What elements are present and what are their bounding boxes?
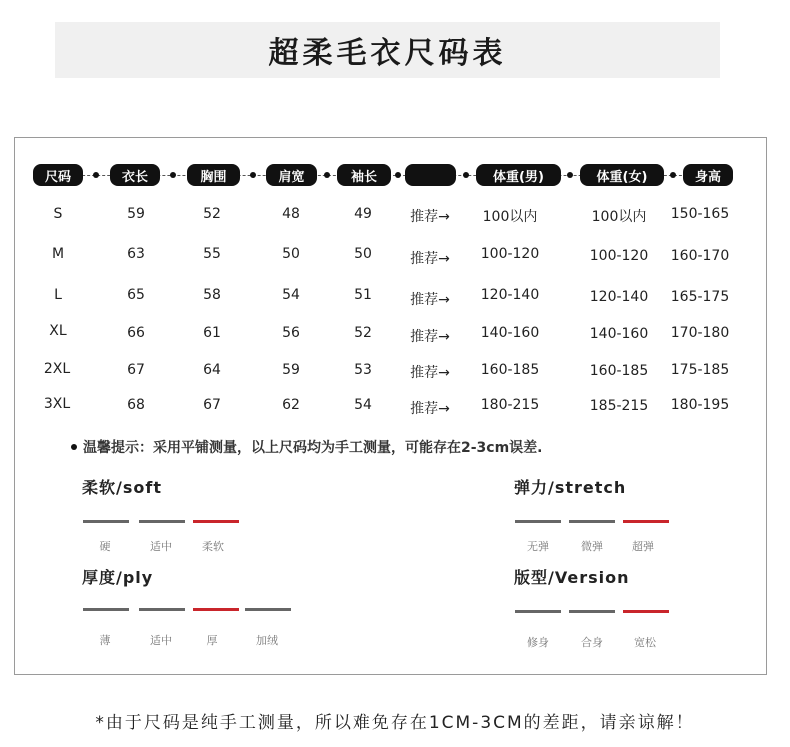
connector-dot	[395, 172, 401, 178]
cell-weight-female: 185-215	[589, 398, 649, 414]
cell-shoulder: 54	[282, 287, 300, 303]
cell-length: 63	[127, 246, 145, 262]
stretch-label: 弹力/stretch	[514, 478, 627, 497]
header-shoulder: 肩宽	[266, 164, 317, 186]
cell-chest: 61	[203, 325, 221, 341]
cell-height: 170-180	[670, 325, 730, 341]
fit-bar-slim	[515, 610, 561, 613]
cell-size: 3XL	[43, 396, 71, 412]
stretch-bar-none	[515, 520, 561, 523]
thickness-option-selected: 厚	[206, 634, 218, 647]
connector-dot	[463, 172, 469, 178]
cell-chest: 58	[203, 287, 221, 303]
cell-recommend: 推荐→	[410, 329, 450, 345]
connector-dot	[93, 172, 99, 178]
stretch-bar-slight	[569, 520, 615, 523]
fit-option: 合身	[581, 636, 603, 649]
fit-bar-regular	[569, 610, 615, 613]
bullet-icon	[71, 444, 77, 450]
header-blank	[405, 164, 456, 186]
cell-weight-male: 120-140	[480, 287, 540, 303]
title-banner	[55, 22, 720, 78]
cell-height: 160-170	[670, 248, 730, 264]
page-title: 超柔毛衣尺码表	[268, 36, 507, 71]
cell-recommend: 推荐→	[410, 401, 450, 417]
softness-bar-hard	[83, 520, 129, 523]
cell-height: 180-195	[670, 397, 730, 413]
cell-weight-female: 120-140	[589, 289, 649, 305]
thickness-option: 薄	[99, 634, 111, 647]
note-text: 温馨提示：采用平铺测量，以上尺码均为手工测量，可能存在2-3cm误差.	[83, 440, 543, 456]
header-size: 尺码	[33, 164, 83, 186]
cell-length: 67	[127, 362, 145, 378]
cell-weight-male: 180-215	[480, 397, 540, 413]
stretch-bar-super-selected	[623, 520, 669, 523]
cell-sleeve: 49	[354, 206, 372, 222]
cell-sleeve: 52	[354, 325, 372, 341]
cell-length: 68	[127, 397, 145, 413]
cell-chest: 67	[203, 397, 221, 413]
fit-option: 修身	[527, 636, 549, 649]
thickness-bar-fleece	[245, 608, 291, 611]
cell-shoulder: 56	[282, 325, 300, 341]
softness-bar-soft-selected	[193, 520, 239, 523]
cell-recommend: 推荐→	[410, 209, 450, 225]
cell-weight-male: 140-160	[480, 325, 540, 341]
header-sleeve: 袖长	[337, 164, 391, 186]
cell-chest: 55	[203, 246, 221, 262]
fit-bar-loose-selected	[623, 610, 669, 613]
connector-dot	[170, 172, 176, 178]
cell-height: 165-175	[670, 289, 730, 305]
cell-recommend: 推荐→	[410, 292, 450, 308]
cell-size: 2XL	[43, 361, 71, 377]
cell-height: 175-185	[670, 362, 730, 378]
stretch-option: 无弹	[527, 540, 549, 553]
cell-shoulder: 50	[282, 246, 300, 262]
cell-sleeve: 53	[354, 362, 372, 378]
cell-weight-female: 100-120	[589, 248, 649, 264]
cell-weight-female: 100以内	[591, 209, 647, 225]
cell-size: S	[53, 206, 63, 222]
cell-chest: 52	[203, 206, 221, 222]
cell-size: M	[51, 246, 65, 262]
cell-length: 59	[127, 206, 145, 222]
cell-shoulder: 48	[282, 206, 300, 222]
softness-option-selected: 柔软	[202, 540, 224, 553]
cell-sleeve: 51	[354, 287, 372, 303]
cell-length: 66	[127, 325, 145, 341]
thickness-bar-medium	[139, 608, 185, 611]
cell-chest: 64	[203, 362, 221, 378]
header-length: 衣长	[110, 164, 160, 186]
thickness-label: 厚度/ply	[82, 568, 154, 587]
cell-weight-male: 100-120	[480, 246, 540, 262]
thickness-bar-thin	[83, 608, 129, 611]
connector-dot	[567, 172, 573, 178]
cell-height: 150-165	[670, 206, 730, 222]
stretch-option-selected: 超弹	[632, 540, 654, 553]
softness-bar-medium	[139, 520, 185, 523]
connector-dot	[324, 172, 330, 178]
softness-label: 柔软/soft	[82, 478, 162, 497]
thickness-bar-thick-selected	[193, 608, 239, 611]
cell-length: 65	[127, 287, 145, 303]
cell-shoulder: 62	[282, 397, 300, 413]
cell-weight-male: 160-185	[480, 362, 540, 378]
footer-disclaimer: *由于尺码是纯手工测量，所以难免存在1CM-3CM的差距，请亲谅解！	[95, 713, 695, 733]
cell-shoulder: 59	[282, 362, 300, 378]
cell-size: XL	[49, 323, 67, 339]
connector-dot	[670, 172, 676, 178]
fit-label: 版型/Version	[514, 568, 630, 587]
thickness-option: 适中	[150, 634, 172, 647]
cell-recommend: 推荐→	[410, 251, 450, 267]
softness-option: 硬	[99, 540, 111, 553]
cell-weight-female: 160-185	[589, 363, 649, 379]
header-chest: 胸围	[187, 164, 240, 186]
cell-weight-male: 100以内	[482, 209, 538, 225]
header-weight-male: 体重(男)	[476, 164, 561, 186]
cell-size: L	[54, 287, 62, 303]
header-weight-female: 体重(女)	[580, 164, 664, 186]
cell-recommend: 推荐→	[410, 365, 450, 381]
cell-sleeve: 50	[354, 246, 372, 262]
measurement-note	[71, 437, 543, 457]
cell-sleeve: 54	[354, 397, 372, 413]
connector-dot	[250, 172, 256, 178]
fit-option-selected: 宽松	[634, 636, 656, 649]
stretch-option: 微弹	[581, 540, 603, 553]
header-height: 身高	[683, 164, 733, 186]
cell-weight-female: 140-160	[589, 326, 649, 342]
thickness-option: 加绒	[256, 634, 278, 647]
softness-option: 适中	[150, 540, 172, 553]
